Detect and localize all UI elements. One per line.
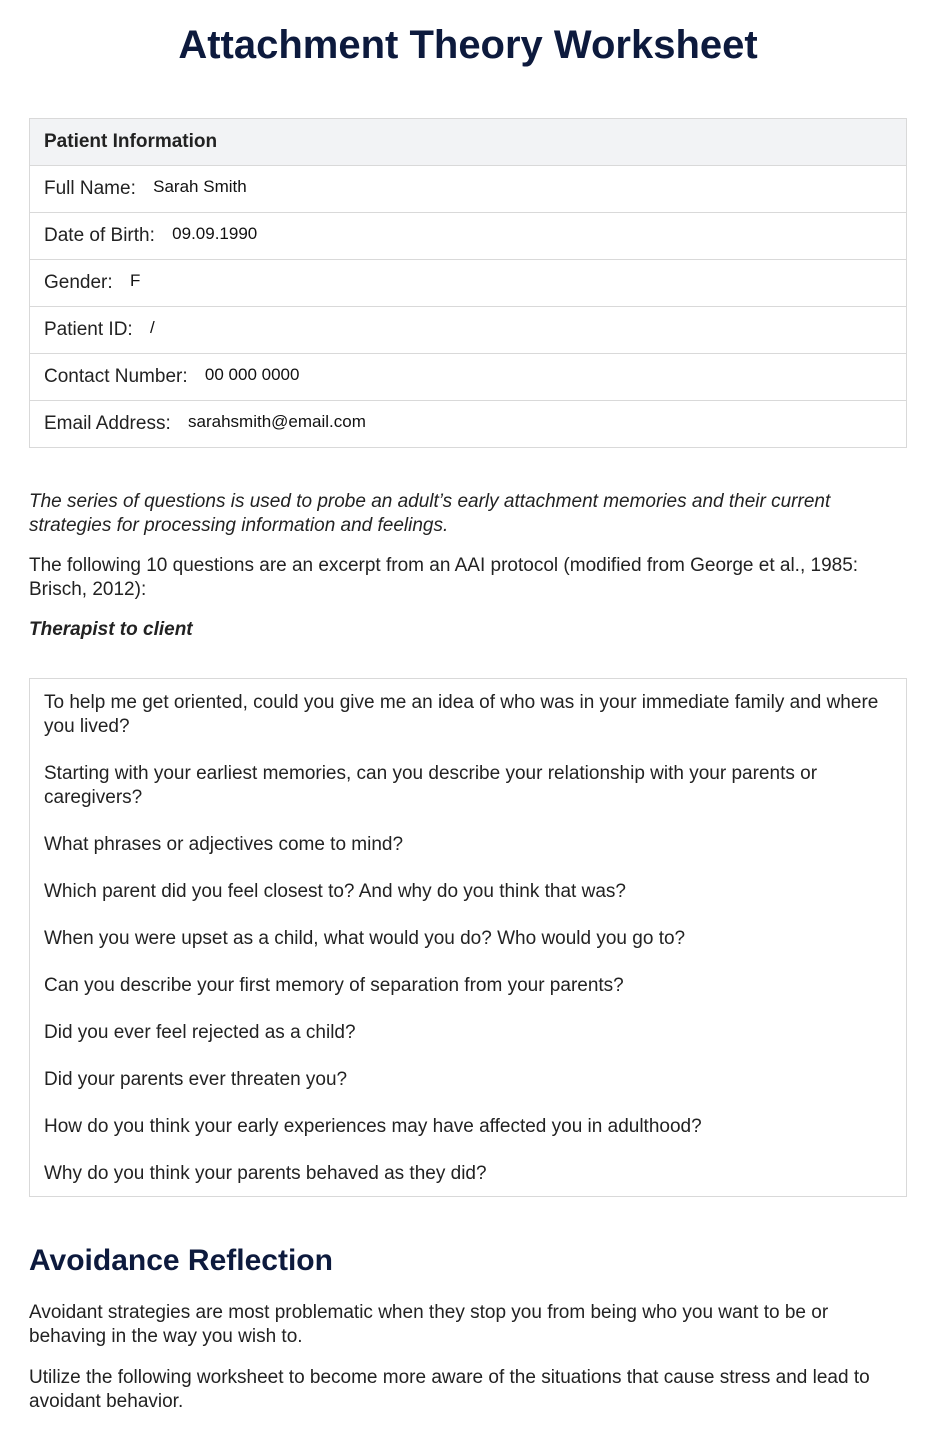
patient-info-row-email <box>30 401 906 447</box>
question-item: What phrases or adjectives come to mind? <box>44 834 404 855</box>
question-item: Can you describe your first memory of separation from your parents? <box>44 975 624 996</box>
dob-label: Date of Birth: <box>44 225 155 246</box>
question-item: Why do you think your parents behaved as they did? <box>44 1163 487 1184</box>
gender-value: F <box>129 271 141 290</box>
avoidance-paragraph: Utilize the following worksheet to become more aware of the situations that cause stress and lead to avoidant behavior. <box>29 1367 870 1412</box>
excerpt-text: The following 10 questions are an excerpt from an AAI protocol (modified from George et al., 1985: Brisch, 2012): <box>29 555 859 600</box>
patient-info-table <box>29 118 907 448</box>
patient-info-row-dob <box>30 213 906 260</box>
contact-number-label: Contact Number: <box>44 366 188 387</box>
question-item: Starting with your earliest memories, can you describe your relationship with your parents or caregivers? <box>44 763 818 808</box>
full-name-value: Sarah Smith <box>153 177 247 196</box>
patient-info-row-patient-id <box>30 307 906 354</box>
patient-info-row-full-name <box>30 166 906 213</box>
patient-info-row-gender <box>30 260 906 307</box>
dob-value: 09.09.1990 <box>172 224 258 243</box>
full-name-label: Full Name: <box>44 178 136 199</box>
patient-info-row-contact <box>30 354 906 401</box>
page-title: Attachment Theory Worksheet <box>178 23 758 67</box>
patient-id-value: / <box>150 318 155 337</box>
contact-number-value: 00 000 0000 <box>204 365 300 384</box>
email-value: sarahsmith@email.com <box>188 412 366 431</box>
patient-info-header: Patient Information <box>30 119 906 166</box>
question-item: How do you think your early experiences may have affected you in adulthood? <box>44 1116 702 1137</box>
worksheet-page <box>29 0 907 1414</box>
gender-label: Gender: <box>44 272 113 293</box>
avoidance-heading: Avoidance Reflection <box>29 1244 333 1277</box>
therapist-label: Therapist to client <box>29 619 193 640</box>
question-item: Did you ever feel rejected as a child? <box>44 1022 356 1043</box>
questions-list <box>29 678 907 1197</box>
question-item: Did your parents ever threaten you? <box>44 1069 348 1090</box>
question-item: When you were upset as a child, what would you do? Who would you go to? <box>44 928 686 949</box>
patient-id-label: Patient ID: <box>44 319 133 340</box>
avoidance-paragraph: Avoidant strategies are most problematic when they stop you from being who you want to be or behaving in the way you wish to. <box>29 1302 829 1347</box>
question-item: To help me get oriented, could you give me an idea of who was in your immediate family and where you lived? <box>44 692 879 737</box>
question-item: Which parent did you feel closest to? And why do you think that was? <box>44 881 626 902</box>
intro-italic-text: The series of questions is used to probe an adult’s early attachment memories and their current strategies for processing information and feelings. <box>29 491 831 536</box>
email-label: Email Address: <box>44 413 171 434</box>
